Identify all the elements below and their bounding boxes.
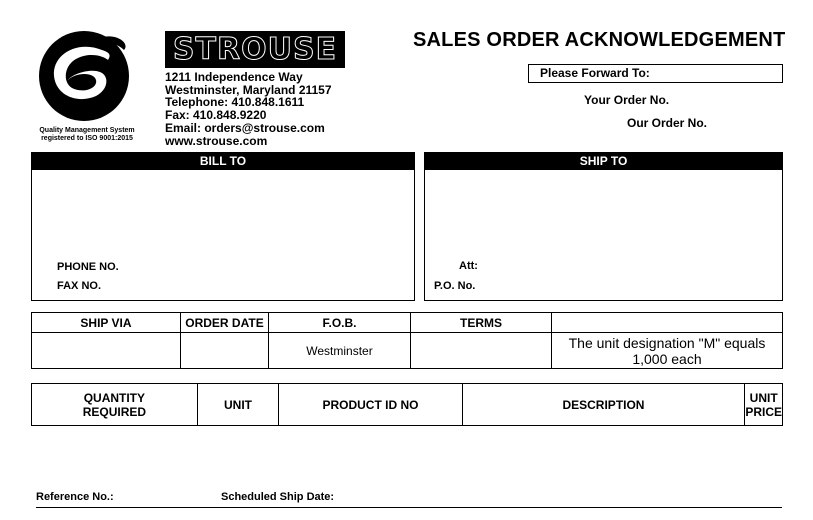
forward-to-box[interactable] — [528, 64, 783, 83]
fob-header: F.O.B. — [269, 313, 411, 333]
website: www.strouse.com — [165, 133, 268, 148]
brand-name: STROUSE — [172, 32, 338, 67]
items-header-row — [32, 384, 783, 426]
brand-wordmark — [165, 31, 345, 68]
our-order-label: Our Order No. — [627, 116, 708, 130]
qms-note — [28, 127, 146, 143]
strouse-logo-icon — [38, 30, 130, 122]
phone-label: PHONE NO. — [57, 261, 119, 273]
items-table — [31, 383, 783, 426]
qms-line-2: registered to ISO 9001:2015 — [41, 135, 133, 142]
ship-to-heading: SHIP TO — [425, 153, 782, 170]
order-date-value[interactable] — [181, 333, 269, 369]
fax: Fax: 410.848.9220 — [165, 107, 267, 122]
unit-note-header — [552, 313, 783, 333]
email: Email: orders@strouse.com — [165, 121, 325, 136]
po-label: P.O. No. — [434, 280, 476, 292]
your-order-label: Your Order No. — [584, 93, 670, 107]
shipping-table — [31, 312, 783, 369]
ship-to-box[interactable] — [424, 152, 783, 301]
company-address — [165, 71, 332, 148]
description-header: DESCRIPTION — [462, 384, 745, 426]
terms-value[interactable] — [411, 333, 552, 369]
address-line-1: 1211 Independence Way — [165, 70, 303, 84]
unit-designation-note: The unit designation "M" equals 1,000 each — [552, 333, 783, 369]
unit-price-header: UNIT PRICE — [745, 384, 783, 426]
product-id-header: PRODUCT ID NO — [279, 384, 462, 426]
telephone: Telephone: 410.848.1611 — [165, 95, 305, 110]
terms-header: TERMS — [411, 313, 552, 333]
att-label: Att: — [459, 260, 478, 272]
page-title: SALES ORDER ACKNOWLEDGEMENT — [413, 29, 786, 51]
forward-to-label: Please Forward To: — [540, 66, 650, 80]
footer-rule — [36, 507, 782, 508]
ship-date-label: Scheduled Ship Date: — [221, 491, 335, 503]
order-date-header: ORDER DATE — [181, 313, 269, 333]
address-line-2: Westminster, Maryland 21157 — [165, 82, 332, 97]
qms-line-1: Quality Management System — [39, 127, 135, 134]
bill-to-box[interactable] — [31, 152, 415, 301]
unit-header: UNIT — [197, 384, 279, 426]
quantity-header: QUANTITY REQUIRED — [32, 384, 198, 426]
fax-label: FAX NO. — [57, 280, 102, 292]
fob-value[interactable]: Westminster — [269, 333, 411, 369]
bill-to-heading: BILL TO — [32, 153, 414, 170]
ship-via-header: SHIP VIA — [32, 313, 181, 333]
shipping-header-row — [32, 313, 783, 333]
shipping-value-row — [32, 333, 783, 369]
ship-via-value[interactable] — [32, 333, 181, 369]
reference-label: Reference No.: — [36, 491, 114, 503]
